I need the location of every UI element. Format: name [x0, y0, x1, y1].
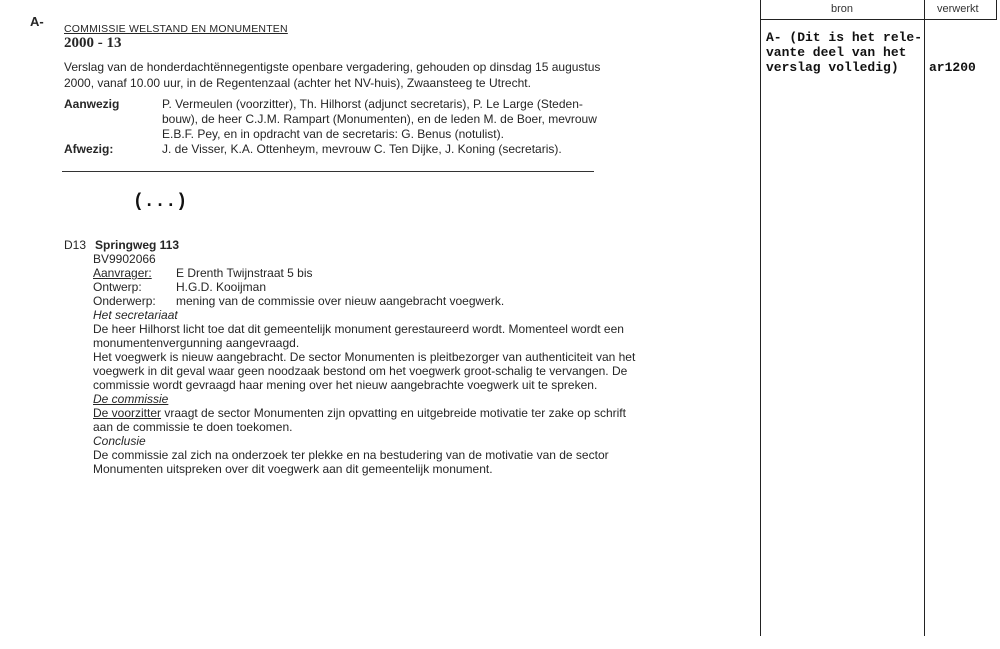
absent-line: J. de Visser, K.A. Ottenheym, mevrouw C. Ten Dijke, J. Koning (secretaris).	[162, 142, 562, 156]
intro-line: Verslag van de honderdachtënnegentigste openbare vergadering, gehouden op dinsdag 15 augustus	[64, 60, 601, 74]
field-value-subject: mening van de commissie over nieuw aangebracht voegwerk.	[176, 294, 505, 308]
field-value-design: H.G.D. Kooijman	[176, 280, 267, 294]
omission-mark: (...)	[133, 192, 188, 212]
chair-label: De voorzitter	[93, 406, 162, 420]
margin-mark: A-	[30, 14, 44, 29]
present-line: E.B.F. Pey, en in opdracht van de secretaris: G. Benus (notulist).	[162, 127, 504, 141]
conclusion-line: Monumenten uitspreken over dit voegwerk aan dit gemeentelijk monument.	[93, 462, 493, 476]
commission-text: vraagt de sector Monumenten zijn opvatting en uitgebreide motivatie ter zake op schrift	[161, 406, 626, 420]
organization-name: COMMISSIE WELSTAND EN MONUMENTEN	[64, 23, 288, 35]
document-number: 2000 - 13	[64, 35, 122, 51]
table-border-right	[996, 0, 997, 20]
commission-line	[93, 406, 626, 420]
bron-line: verslag volledig)	[766, 60, 899, 75]
bron-line: vante deel van het	[766, 45, 907, 60]
secretariat-line: commissie wordt gevraagd haar mening over het nieuw aangebrachte voegwerk uit te spreken.	[93, 378, 598, 392]
field-key-subject: Onderwerp:	[93, 294, 156, 308]
column-header-verwerkt: verwerkt	[937, 3, 979, 15]
secretariat-line: Het voegwerk is nieuw aangebracht. De sector Monumenten is pleitbezorger van authenticiteit van het	[93, 350, 636, 364]
table-column-divider	[924, 0, 925, 636]
secretariat-heading: Het secretariaat	[93, 308, 178, 322]
item-reference: BV9902066	[93, 252, 156, 266]
conclusion-heading: Conclusie	[93, 434, 146, 448]
secretariat-line: De heer Hilhorst licht toe dat dit gemeentelijk monument gerestaureerd wordt. Momenteel wordt een	[93, 322, 624, 336]
field-key-design: Ontwerp:	[93, 280, 142, 294]
table-header-rule	[760, 19, 997, 20]
intro-line: 2000, vanaf 10.00 uur, in de Regentenzaal (achter het NV-huis), Zwaansteeg te Utrecht.	[64, 76, 531, 90]
field-key-applicant: Aanvrager:	[93, 266, 152, 280]
conclusion-line: De commissie zal zich na onderzoek ter plekke en na bestudering van de motivatie van de sector	[93, 448, 609, 462]
field-value-applicant: E Drenth Twijnstraat 5 bis	[176, 266, 313, 280]
column-header-bron: bron	[831, 3, 854, 15]
verwerkt-value: ar1200	[929, 60, 976, 75]
present-line: bouw), de heer C.J.M. Rampart (Monumenten), en de leden M. de Boer, mevrouw	[162, 112, 597, 126]
commission-line: aan de commissie te doen toekomen.	[93, 420, 293, 434]
present-line: P. Vermeulen (voorzitter), Th. Hilhorst (adjunct secretaris), P. Le Large (Steden-	[162, 97, 583, 111]
present-label: Aanwezig	[64, 97, 120, 111]
commission-heading: De commissie	[93, 392, 169, 406]
item-title: Springweg 113	[95, 238, 180, 252]
item-code: D13	[64, 238, 87, 252]
table-border-left	[760, 0, 761, 636]
secretariat-line: voegwerk in dit geval waar geen noodzaak bestond om het voegwerk groot-schalig te vervangen. De	[93, 364, 628, 378]
bron-line: A- (Dit is het rele-	[766, 30, 923, 45]
divider-rule	[62, 171, 594, 172]
absent-label: Afwezig:	[64, 142, 114, 156]
secretariat-line: monumentenvergunning aangevraagd.	[93, 336, 300, 350]
